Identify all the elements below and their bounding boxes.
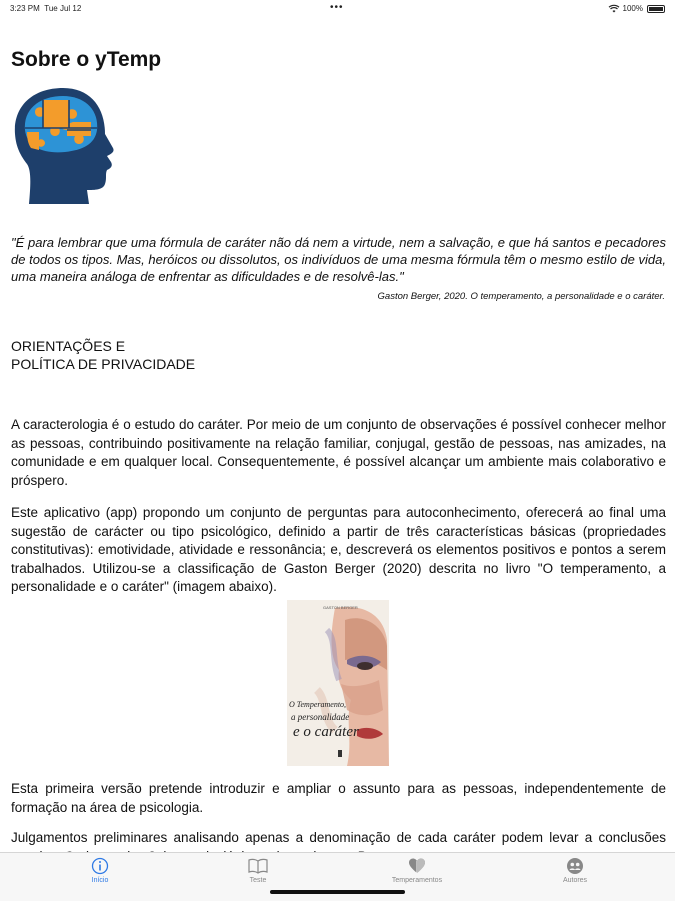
book-cover-image bbox=[287, 600, 389, 766]
heart-icon bbox=[408, 857, 426, 875]
tab-inicio-label: Início bbox=[91, 877, 109, 884]
tab-teste[interactable] bbox=[218, 857, 298, 884]
paragraph-primeira-versao: Esta primeira versão pretende introduzir e ampliar o assunto para as pessoas, independentemente de formação na área de psicologia. bbox=[11, 781, 666, 815]
status-right bbox=[609, 4, 665, 13]
tab-autores-label: Autores bbox=[562, 877, 588, 884]
paragraph-aplicativo: Este aplicativo (app) propondo um conjunto de perguntas para autoconhecimento, oferecerá ao final uma sugestão de carácter ou tipo psicológico, definido a partir de três características básicas (propriedades constitutivas): emotividade, atividade e ressonância; e, descreverá os elementos positivos e pontos a serem trabalhados. Utilizou-se a classificação de Gaston Berger (2020) descrita no livro "O temperamento, a personalidade e o caráter" (imagem abaixo). bbox=[11, 505, 666, 594]
section-heading-line2: POLÍTICA DE PRIVACIDADE bbox=[11, 356, 196, 372]
book-title-line3: e o caráter bbox=[293, 724, 359, 740]
book-title-line1: O Temperamento, bbox=[289, 700, 347, 709]
multitask-dots[interactable]: ••• bbox=[330, 2, 344, 13]
book-title-line2: a personalidade bbox=[291, 712, 350, 722]
epigraph-quote: "É para lembrar que uma fórmula de caráter não dá nem a virtude, nem a salvação, e que há santos e pecadores de todos os tipos. Mas, heróicos ou dissolutos, os indivíduos de uma mesma fórmula têm o mesmo estilo de vida, uma maneira análoga de enfrentar as dificuldades e de resolvê-las." bbox=[11, 235, 666, 284]
book-cover-art bbox=[287, 600, 389, 766]
epigraph-source: Gaston Berger, 2020. O temperamento, a personalidade e o caráter. bbox=[377, 291, 665, 302]
book-author: GASTON BERGER bbox=[323, 605, 358, 610]
home-indicator[interactable] bbox=[270, 890, 405, 894]
status-time: 3:23 PM Tue Jul 12 bbox=[10, 4, 82, 13]
wifi-icon bbox=[609, 5, 619, 13]
page-title: Sobre o yTemp bbox=[11, 48, 162, 71]
battery-icon bbox=[647, 5, 665, 13]
status-bar bbox=[0, 0, 675, 18]
scroll-content[interactable] bbox=[0, 18, 675, 852]
tab-temperamentos-label: Temperamentos bbox=[391, 877, 443, 884]
paragraph-caracterologia: A caracterologia é o estudo do caráter. Por meio de um conjunto de observações é possível conhecer melhor as pessoas, contribuindo positivamente na relação familiar, conjugal, gestão de pessoas, nas amizades, na comunidade e em qualquer local. Consequentemente, é possível alcançar um ambiente mais colaborativo e próspero. bbox=[11, 417, 666, 488]
tab-autores[interactable] bbox=[535, 857, 615, 884]
tab-teste-label: Teste bbox=[249, 877, 267, 884]
paragraph-julgamentos: Julgamentos preliminares analisando apenas a denominação de cada caráter podem levar a conclusões bbox=[11, 830, 666, 845]
battery-percent: 100% bbox=[622, 4, 643, 13]
section-heading bbox=[11, 337, 195, 373]
book-icon bbox=[248, 857, 268, 875]
info-icon bbox=[91, 857, 109, 875]
brain-head-logo-icon bbox=[11, 86, 121, 204]
tab-inicio[interactable] bbox=[60, 857, 140, 884]
people-icon bbox=[566, 857, 584, 875]
tab-temperamentos[interactable] bbox=[377, 857, 457, 884]
publisher-logo-icon bbox=[338, 750, 342, 757]
section-heading-line1: ORIENTAÇÕES E bbox=[11, 338, 126, 354]
